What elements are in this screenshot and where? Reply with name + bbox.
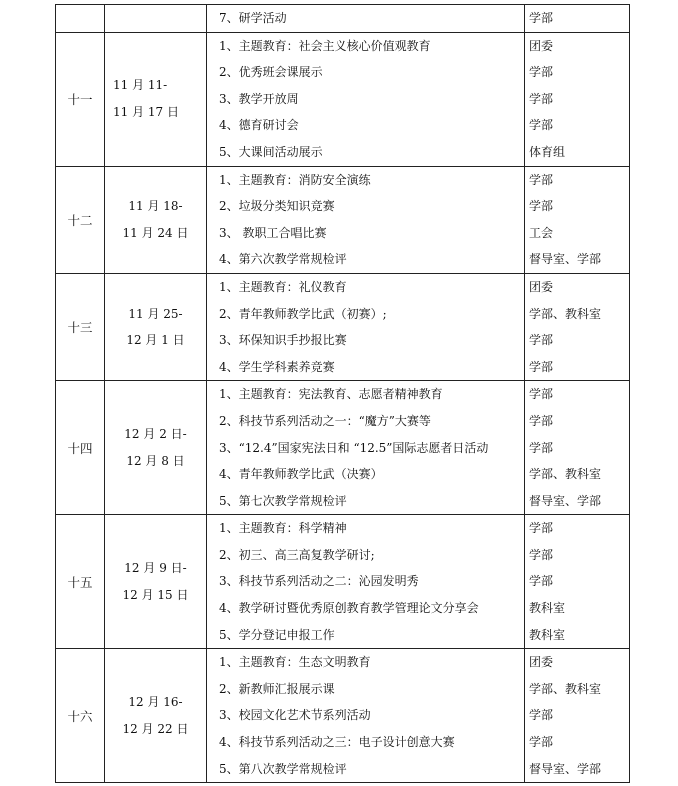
week-number: 十六: [56, 649, 105, 783]
activity-item: 3、科技节系列活动之二：沁园发明秀: [219, 574, 419, 589]
date-range: [105, 166, 207, 273]
responsible-dept: 学部: [529, 65, 554, 80]
responsible-dept: 学部: [529, 11, 554, 25]
activity-item: 3、 教职工合唱比赛: [219, 225, 327, 240]
activity-item: 4、教学研讨暨优秀原创教育教学管理论文分享会: [219, 601, 479, 616]
responsible-dept: 学部: [529, 387, 554, 402]
date-end: 11 月 24 日: [122, 225, 189, 240]
dept-cell: [525, 5, 630, 33]
week-number: 十五: [56, 515, 105, 649]
activity-item: 4、青年教师教学比武（决赛）: [219, 467, 383, 482]
date-cell-empty: [105, 5, 207, 33]
responsible-dept: 学部: [529, 708, 554, 723]
responsible-dept: 团委: [529, 279, 554, 294]
dept-cell: [525, 273, 630, 380]
responsible-dept: 教科室: [529, 627, 566, 642]
date-start: 11 月 25-: [128, 306, 183, 321]
date-range: [105, 381, 207, 515]
date-range: [105, 649, 207, 783]
responsible-dept: 学部: [529, 359, 554, 374]
responsible-dept: 学部: [529, 118, 554, 133]
date-end: 12 月 15 日: [122, 587, 189, 602]
items-cell: [207, 381, 525, 515]
dept-cell: [525, 381, 630, 515]
responsible-dept: 体育组: [529, 144, 566, 159]
date-end: 12 月 1 日: [126, 333, 185, 348]
responsible-dept: 学部: [529, 172, 554, 187]
schedule-body: [56, 5, 630, 783]
week-number: 十二: [56, 166, 105, 273]
items-cell: [207, 5, 525, 33]
activity-item: 3、教学开放周: [219, 91, 299, 106]
date-end: 12 月 8 日: [126, 453, 185, 468]
table-row-week: [56, 166, 630, 273]
items-cell: [207, 515, 525, 649]
responsible-dept: 工会: [529, 225, 554, 240]
date-start: 12 月 2 日-: [124, 427, 187, 442]
items-cell: [207, 273, 525, 380]
responsible-dept: 学部、教科室: [529, 681, 602, 696]
date-start: 12 月 9 日-: [124, 561, 187, 576]
activity-item: 2、青年教师教学比武（初赛）;: [219, 306, 387, 321]
dept-cell: [525, 649, 630, 783]
activity-item: 3、环保知识手抄报比赛: [219, 333, 347, 348]
date-range: [105, 273, 207, 380]
table-row-continued: [56, 5, 630, 33]
date-range: [105, 515, 207, 649]
items-cell: [207, 32, 525, 166]
activity-item: 3、校园文化艺术节系列活动: [219, 708, 371, 723]
responsible-dept: 学部: [529, 521, 554, 536]
responsible-dept: 学部: [529, 547, 554, 562]
schedule-table: [55, 4, 630, 783]
responsible-dept: 学部: [529, 199, 554, 214]
responsible-dept: 督导室、学部: [529, 252, 602, 267]
activity-item: 2、新教师汇报展示课: [219, 681, 335, 696]
week-number: 十三: [56, 273, 105, 380]
activity-item: 1、主题教育：社会主义核心价值观教育: [219, 38, 431, 53]
table-row-week: [56, 649, 630, 783]
week-number: 十一: [56, 32, 105, 166]
responsible-dept: 学部: [529, 574, 554, 589]
date-end: 11 月 17 日: [113, 105, 179, 120]
activity-item: 2、垃圾分类知识竞赛: [219, 199, 335, 214]
table-row-week: [56, 381, 630, 515]
activity-item: 4、科技节系列活动之三：电子设计创意大赛: [219, 735, 455, 750]
activity-item: 2、优秀班会课展示: [219, 65, 323, 80]
table-row-week: [56, 515, 630, 649]
activity-item: 1、主题教育：消防安全演练: [219, 172, 371, 187]
activity-item: 4、第六次教学常规检评: [219, 252, 347, 267]
activity-item: 4、学生学科素养竞赛: [219, 359, 335, 374]
activity-item: 1、主题教育：礼仪教育: [219, 279, 347, 294]
week-number: 十四: [56, 381, 105, 515]
date-range: [105, 32, 207, 166]
activity-item: 2、科技节系列活动之一：“魔方”大赛等: [219, 413, 431, 428]
dept-cell: [525, 32, 630, 166]
items-cell: [207, 166, 525, 273]
responsible-dept: 学部: [529, 91, 554, 106]
activity-item: 1、主题教育：生态文明教育: [219, 655, 371, 670]
responsible-dept: 团委: [529, 38, 554, 53]
activity-item: 1、主题教育：科学精神: [219, 521, 347, 536]
dept-cell: [525, 166, 630, 273]
activity-item: 4、德育研讨会: [219, 118, 299, 133]
table-row-week: [56, 32, 630, 166]
activity-item: 1、主题教育：宪法教育、志愿者精神教育: [219, 387, 443, 402]
items-cell: [207, 649, 525, 783]
responsible-dept: 学部: [529, 333, 554, 348]
activity-item: 5、第七次教学常规检评: [219, 493, 347, 508]
date-end: 12 月 22 日: [122, 721, 189, 736]
activity-item: 5、学分登记申报工作: [219, 627, 335, 642]
responsible-dept: 学部、教科室: [529, 467, 602, 482]
table-row-week: [56, 273, 630, 380]
activity-item: 2、初三、高三高复教学研讨;: [219, 547, 375, 562]
responsible-dept: 学部: [529, 440, 554, 455]
responsible-dept: 团委: [529, 655, 554, 670]
responsible-dept: 督导室、学部: [529, 761, 602, 776]
responsible-dept: 学部: [529, 413, 554, 428]
responsible-dept: 学部: [529, 735, 554, 750]
date-start: 11 月 18-: [128, 199, 183, 214]
activity-item: 3、“12.4”国家宪法日和 “12.5”国际志愿者日活动: [219, 440, 489, 455]
activity-item: 5、大课间活动展示: [219, 144, 323, 159]
activity-item: 5、第八次教学常规检评: [219, 761, 347, 776]
responsible-dept: 教科室: [529, 601, 566, 616]
activity-item: 7、研学活动: [219, 11, 287, 25]
week-cell-empty: [56, 5, 105, 33]
responsible-dept: 督导室、学部: [529, 493, 602, 508]
dept-cell: [525, 515, 630, 649]
date-start: 12 月 16-: [128, 695, 183, 710]
date-start: 11 月 11-: [113, 78, 168, 93]
responsible-dept: 学部、教科室: [529, 306, 602, 321]
